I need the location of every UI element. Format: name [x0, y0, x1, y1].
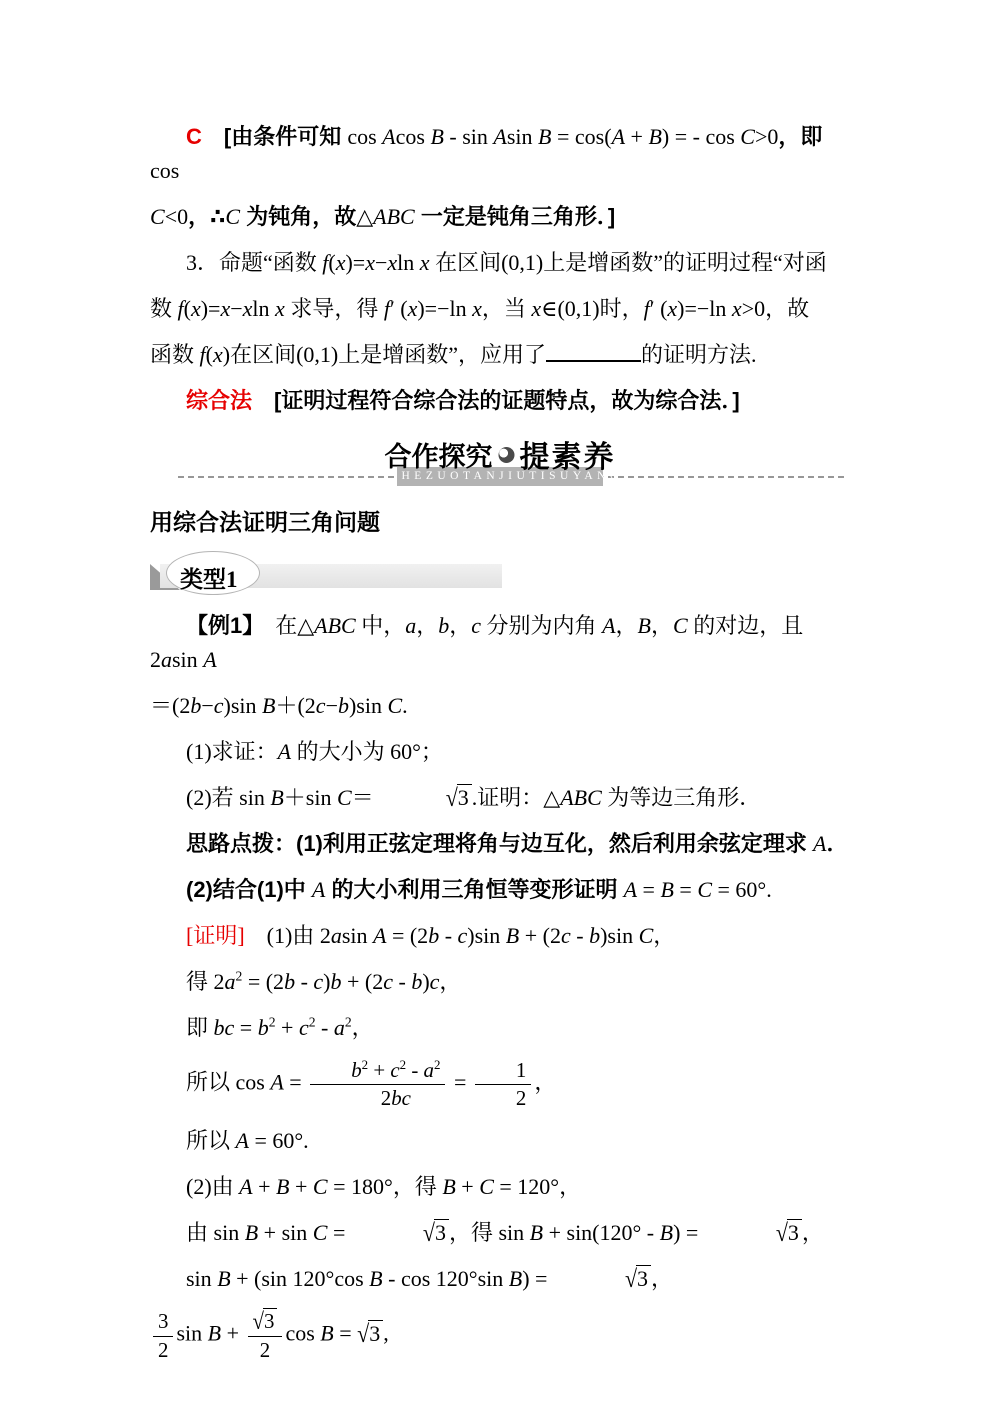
fraction — [475, 1057, 531, 1112]
math-var: c — [298, 1015, 309, 1040]
math-text: - cos 120°sin — [382, 1266, 509, 1292]
math-text: = cos( — [551, 124, 612, 149]
math-var: x — [275, 296, 285, 321]
answer-line-zonghefa: 综合法 [证明过程符合综合法的证题特点，故为综合法．] — [186, 388, 740, 413]
math-var: A — [611, 124, 626, 149]
math-var: c — [471, 613, 482, 638]
math-text: ) — [422, 969, 430, 994]
math-var: B — [276, 1174, 290, 1200]
math-var: A — [270, 1069, 284, 1095]
math-text: ) = — [522, 1266, 553, 1292]
proof-line-9 — [150, 1308, 850, 1363]
math-var: b — [438, 613, 450, 638]
math-text: 1 — [515, 1058, 527, 1082]
math-var: C — [312, 1174, 328, 1200]
math-text: . — [402, 693, 408, 718]
math-var: x — [731, 296, 742, 321]
superscript: 2 — [433, 1057, 441, 1073]
radicand: 3 — [434, 1219, 449, 1245]
math-var: B — [262, 693, 276, 718]
math-var: b — [351, 1058, 362, 1082]
math-text: = — [637, 877, 661, 902]
math-text: + — [368, 1058, 391, 1082]
math-var: c — [383, 969, 393, 994]
math-var: A — [277, 739, 292, 764]
math-text: ＋(2 — [275, 693, 316, 718]
math-text: = 120° — [493, 1174, 560, 1200]
sqrt-radical — [351, 1216, 449, 1250]
math-var: B — [207, 1321, 222, 1347]
radical-sign: √ — [775, 1218, 788, 1247]
math-var: B — [637, 613, 651, 638]
sqrt-radical — [553, 1262, 651, 1296]
math-text: )sin — [348, 693, 388, 718]
math-var: a — [405, 613, 417, 638]
math-text: = (2 — [242, 969, 285, 994]
math-text: = — [448, 1069, 472, 1095]
math-text: = — [333, 1321, 358, 1347]
math-var: B — [660, 877, 674, 902]
radicand: 3 — [636, 1265, 651, 1291]
explore-title-right: 提素养 — [519, 441, 616, 474]
math-var: f — [643, 296, 650, 321]
math-text: + (2 — [519, 923, 561, 948]
math-text: = 60°. — [248, 1128, 309, 1154]
math-text: sin — [186, 1266, 218, 1292]
math-var: a — [333, 1015, 345, 1040]
math-text: 2 — [380, 1086, 392, 1111]
math-var: b — [330, 969, 342, 994]
math-text: ) = — [673, 1220, 704, 1246]
math-text: = (2 — [386, 923, 429, 948]
math-text: - — [315, 1015, 334, 1040]
numerator — [248, 1308, 283, 1336]
math-var: x — [531, 296, 542, 321]
math-var: b — [589, 923, 601, 948]
math-text: cos — [285, 1321, 321, 1347]
math-var: b — [284, 969, 296, 994]
math-text: + (2 — [341, 969, 384, 994]
math-var: a — [330, 923, 342, 948]
math-var: B — [659, 1220, 674, 1246]
math-text: )=−ln — [677, 296, 732, 321]
math-text: + — [289, 1174, 313, 1200]
radicand: 3 — [787, 1219, 802, 1245]
math-text: sin — [239, 785, 271, 810]
radical-sign: √ — [357, 1319, 370, 1348]
answer-label: [证明] — [186, 923, 245, 948]
math-var: x — [220, 296, 231, 321]
math-var: ABC — [373, 204, 415, 229]
romanized-band: HEZUOTANJIUTISUYANG — [397, 467, 603, 486]
answer-blank — [546, 357, 641, 362]
main-lines — [150, 609, 850, 1364]
math-var: C — [697, 877, 713, 902]
math-text: sin — [498, 1220, 530, 1246]
math-text: ln — [252, 296, 276, 321]
math-text: 2 — [319, 923, 331, 948]
sqrt-radical — [704, 1216, 802, 1250]
math-text: 2 — [150, 647, 161, 672]
math-text: 2 — [259, 1337, 271, 1362]
math-var: x — [667, 296, 678, 321]
math-var: C — [336, 785, 352, 810]
math-var: B — [244, 1220, 259, 1246]
math-var: B — [508, 1266, 523, 1292]
math-var: c — [390, 1058, 400, 1082]
explore-section-header — [150, 432, 850, 494]
math-text: )sin — [223, 693, 263, 718]
math-var: B — [529, 1220, 544, 1246]
proof-line-3: 即 bc = $b^2 + c^2 - a^2$， — [186, 1014, 374, 1040]
math-text: )=−ln — [417, 296, 473, 321]
type-badge — [150, 557, 502, 593]
math-text: ＝ — [351, 785, 374, 810]
math-var: x — [190, 296, 201, 321]
radical-sign: √ — [252, 1307, 264, 1335]
math-text: sin — [172, 647, 204, 672]
math-var: c — [457, 923, 468, 948]
section-heading: 用综合法证明三角问题 — [150, 509, 380, 535]
denominator — [310, 1085, 445, 1112]
math-var: f — [177, 296, 184, 321]
denominator — [475, 1085, 531, 1112]
math-var: b — [428, 923, 440, 948]
math-text: sin — [341, 923, 373, 948]
math-text: ( — [183, 296, 191, 321]
fraction — [153, 1308, 173, 1363]
math-var: c — [313, 969, 324, 994]
question-3-line-1: 3．命题“函数 f(x)=x−xln x 在区间(0,1)上是增函数”的证明过程“对函 — [186, 250, 827, 275]
math-text: )sin — [467, 923, 506, 948]
math-text: sin — [176, 1321, 208, 1347]
math-text: = — [327, 1220, 351, 1246]
math-var: x — [242, 296, 253, 321]
radical-sign: √ — [624, 1264, 638, 1293]
math-var: a — [224, 969, 236, 994]
math-var: B — [430, 124, 444, 149]
proof-line-2: 得 $2a^2 = (2b - c)b + (2c - b)c$， — [186, 968, 462, 994]
type-badge-label: 类型1 — [180, 567, 238, 592]
math-text: + sin(120° - — [543, 1220, 660, 1246]
math-text: ＝(2 — [150, 693, 191, 718]
proof-line-5: 所以 A = 60°. — [186, 1128, 309, 1154]
math-var: f — [383, 296, 390, 321]
radical-sign: √ — [445, 783, 458, 812]
denominator — [248, 1337, 283, 1364]
math-text: ( — [205, 342, 213, 367]
math-text: - — [439, 923, 458, 948]
math-text: 2 — [515, 1086, 527, 1111]
math-text: ) — [323, 969, 331, 994]
hint-line-1: 思路点拨：(1)利用正弦定理将角与边互化，然后利用余弦定理求 A． — [186, 831, 849, 856]
superscript: 2 — [361, 1057, 369, 1073]
math-var: a — [161, 647, 172, 672]
proof-line-8: sin B + (sin 120°cos B - cos 120°sin B) = √3 ， — [150, 1262, 850, 1296]
proof-line-6: (2)由 A + B + C = 180°，得 B + C = 120°， — [186, 1174, 582, 1200]
math-var: b — [411, 969, 423, 994]
math-text: <0 — [164, 204, 189, 229]
math-text: ′ ( — [649, 296, 668, 321]
math-text: + — [455, 1174, 480, 1200]
math-text: - — [295, 969, 314, 994]
math-var: C — [673, 613, 688, 638]
example-1-question-1: (1)求证：A 的大小为 60°； — [186, 739, 443, 764]
math-text: − — [230, 296, 243, 321]
question-3-line-2: 数 f(x)=x−xln x 求导，得 f′ (x)=−ln x，当 x∈(0,1)时，f′ (x)=−ln x>0，故 — [150, 296, 810, 321]
math-var: C — [479, 1174, 494, 1200]
explore-title — [385, 432, 616, 476]
math-text: = 60°. — [712, 877, 772, 902]
math-text: + — [625, 124, 649, 149]
math-text: - sin — [443, 124, 494, 149]
numerator — [475, 1057, 531, 1085]
superscript: 2 — [235, 968, 243, 984]
math-text: = — [673, 877, 698, 902]
hint-line-2: (2)结合(1)中 A 的大小利用三角恒等变形证明 A = B = C = 60°. — [186, 877, 772, 902]
math-var: C — [638, 923, 654, 948]
math-text: + — [221, 1321, 245, 1347]
math-var: B — [648, 124, 662, 149]
math-text: + — [252, 1174, 277, 1200]
math-text: cos — [347, 124, 383, 149]
math-var: x — [365, 250, 375, 275]
math-var: x — [387, 250, 398, 275]
math-text: ln — [397, 250, 420, 275]
sqrt-radical — [253, 1308, 278, 1335]
math-var: x — [419, 250, 430, 275]
radical-sign: √ — [422, 1218, 435, 1247]
radicand: 3 — [263, 1308, 277, 1333]
proof-line-7: 由 sin B + sin C = √3 ，得 sin B + sin(120° - B) = √3 ， — [150, 1216, 850, 1250]
math-var: f — [199, 342, 206, 367]
math-text: ) — [222, 342, 231, 367]
math-var: b — [257, 1015, 269, 1040]
math-var: B — [369, 1266, 383, 1292]
math-var: C — [225, 204, 241, 229]
radicand: 3 — [368, 1320, 383, 1346]
math-text: >0 — [754, 124, 779, 149]
math-text: - — [406, 1058, 424, 1082]
math-var: b — [337, 693, 349, 718]
math-text: + sin — [258, 1220, 313, 1246]
math-text: ) = - cos — [661, 124, 741, 149]
math-var: A — [239, 1174, 253, 1200]
math-text: - — [392, 969, 412, 994]
math-var: B — [442, 1174, 456, 1200]
math-var: a — [423, 1058, 434, 1082]
math-var: C — [150, 204, 165, 229]
math-var: c — [560, 923, 571, 948]
example-1-question-2: (2)若 sin B＋sin C＝ √3 .证明：△ABC 为等边三角形． — [150, 781, 850, 815]
bold-label: 【例1】 — [186, 613, 254, 638]
math-var: b — [190, 693, 202, 718]
math-var: x — [335, 250, 346, 275]
math-text: >0 — [741, 296, 766, 321]
math-text: cos — [150, 158, 180, 183]
math-text: cos — [395, 124, 431, 149]
math-text: + — [275, 1015, 299, 1040]
math-var: B — [217, 1266, 231, 1292]
answer-label: C — [186, 124, 202, 149]
math-var: A — [602, 613, 616, 638]
math-text: − — [325, 693, 338, 718]
math-var: A — [493, 124, 507, 149]
math-text: ( — [328, 250, 336, 275]
math-var: B — [320, 1321, 334, 1347]
math-text: , — [383, 1321, 389, 1347]
math-var: A — [623, 877, 638, 902]
denominator — [153, 1337, 173, 1364]
math-var: c — [429, 969, 440, 994]
math-var: A — [373, 923, 387, 948]
math-var: x — [472, 296, 482, 321]
content-column — [150, 120, 850, 1376]
radicand: 3 — [457, 784, 472, 810]
math-var: B — [270, 785, 284, 810]
math-var: bc — [213, 1015, 235, 1040]
explore-title-left: 合作探究 — [384, 441, 493, 472]
half-circle-icon — [499, 447, 515, 463]
math-var: ABC — [314, 613, 356, 638]
math-text: )sin — [600, 923, 639, 948]
sqrt-radical — [357, 1317, 383, 1351]
math-text: sin — [213, 1220, 245, 1246]
math-var: f — [322, 250, 329, 275]
superscript: 2 — [308, 1014, 316, 1030]
superscript: 2 — [268, 1014, 276, 1030]
math-text: 2 — [213, 969, 225, 994]
proof-line-4: 所以 cos A = $\frac{b^2 + c^2 - a^2}{2bc}$ = $\frac{1}{2}$ ， — [150, 1057, 850, 1112]
math-var: C — [312, 1220, 328, 1246]
fraction — [310, 1057, 445, 1112]
math-var: A — [235, 1128, 249, 1154]
math-var: C — [387, 693, 403, 718]
math-var: A — [203, 647, 217, 672]
math-text: 2 — [158, 1337, 169, 1362]
example-1-line-1: 【例1】 在△ABC 中，a，b，c 分别为内角 A，B，C 的对边，且 2asin A — [150, 613, 804, 672]
math-text: - — [570, 923, 590, 948]
math-text: = — [234, 1015, 258, 1040]
fraction — [248, 1308, 283, 1363]
numerator — [310, 1057, 445, 1085]
math-text: = — [283, 1069, 308, 1095]
math-var: x — [212, 342, 223, 367]
math-var: A — [813, 831, 827, 856]
math-var: c — [315, 693, 326, 718]
superscript: 2 — [344, 1014, 352, 1030]
math-var: A — [382, 124, 396, 149]
math-text: 3 — [158, 1309, 169, 1334]
math-var: ABC — [560, 785, 602, 810]
math-text: cos — [235, 1069, 271, 1095]
question-3-line-3: 函数 f(x)在区间(0,1)上是增函数”，应用了 的证明方法. — [150, 342, 757, 367]
math-text: )= — [200, 296, 221, 321]
numerator — [153, 1308, 173, 1336]
math-var: B — [505, 923, 520, 948]
math-text: sin — [506, 124, 539, 149]
math-text: + (sin 120°cos — [230, 1266, 370, 1292]
math-var: x — [407, 296, 418, 321]
example-1-line-2 — [150, 689, 850, 723]
answer-line-c-1: C [由条件可知 cos Acos B - sin Asin B = cos(A + B) = - cos C>0，即 cos — [150, 124, 823, 183]
answer-line-c-2: C<0，∴C 为钝角，故△ABC 一定是钝角三角形．] — [150, 204, 616, 229]
math-var: C — [740, 124, 755, 149]
math-text: − — [374, 250, 388, 275]
math-text: − — [201, 693, 214, 718]
math-text: )= — [345, 250, 366, 275]
top-lines — [150, 120, 850, 418]
sqrt-radical — [374, 781, 472, 815]
math-text: . — [471, 785, 478, 810]
math-text: = 180° — [327, 1174, 393, 1200]
math-var: bc — [391, 1086, 411, 1111]
math-text: ＋sin — [283, 785, 337, 810]
math-var: A — [311, 877, 326, 902]
math-text: ′ ( — [389, 296, 408, 321]
superscript: 2 — [399, 1057, 407, 1073]
math-var: c — [213, 693, 224, 718]
answer-label: 综合法 — [186, 388, 253, 413]
proof-line-1: [证明] (1)由 2asin A = (2b - c)sin B + (2c - b)sin C， — [186, 923, 676, 948]
math-var: B — [538, 124, 552, 149]
